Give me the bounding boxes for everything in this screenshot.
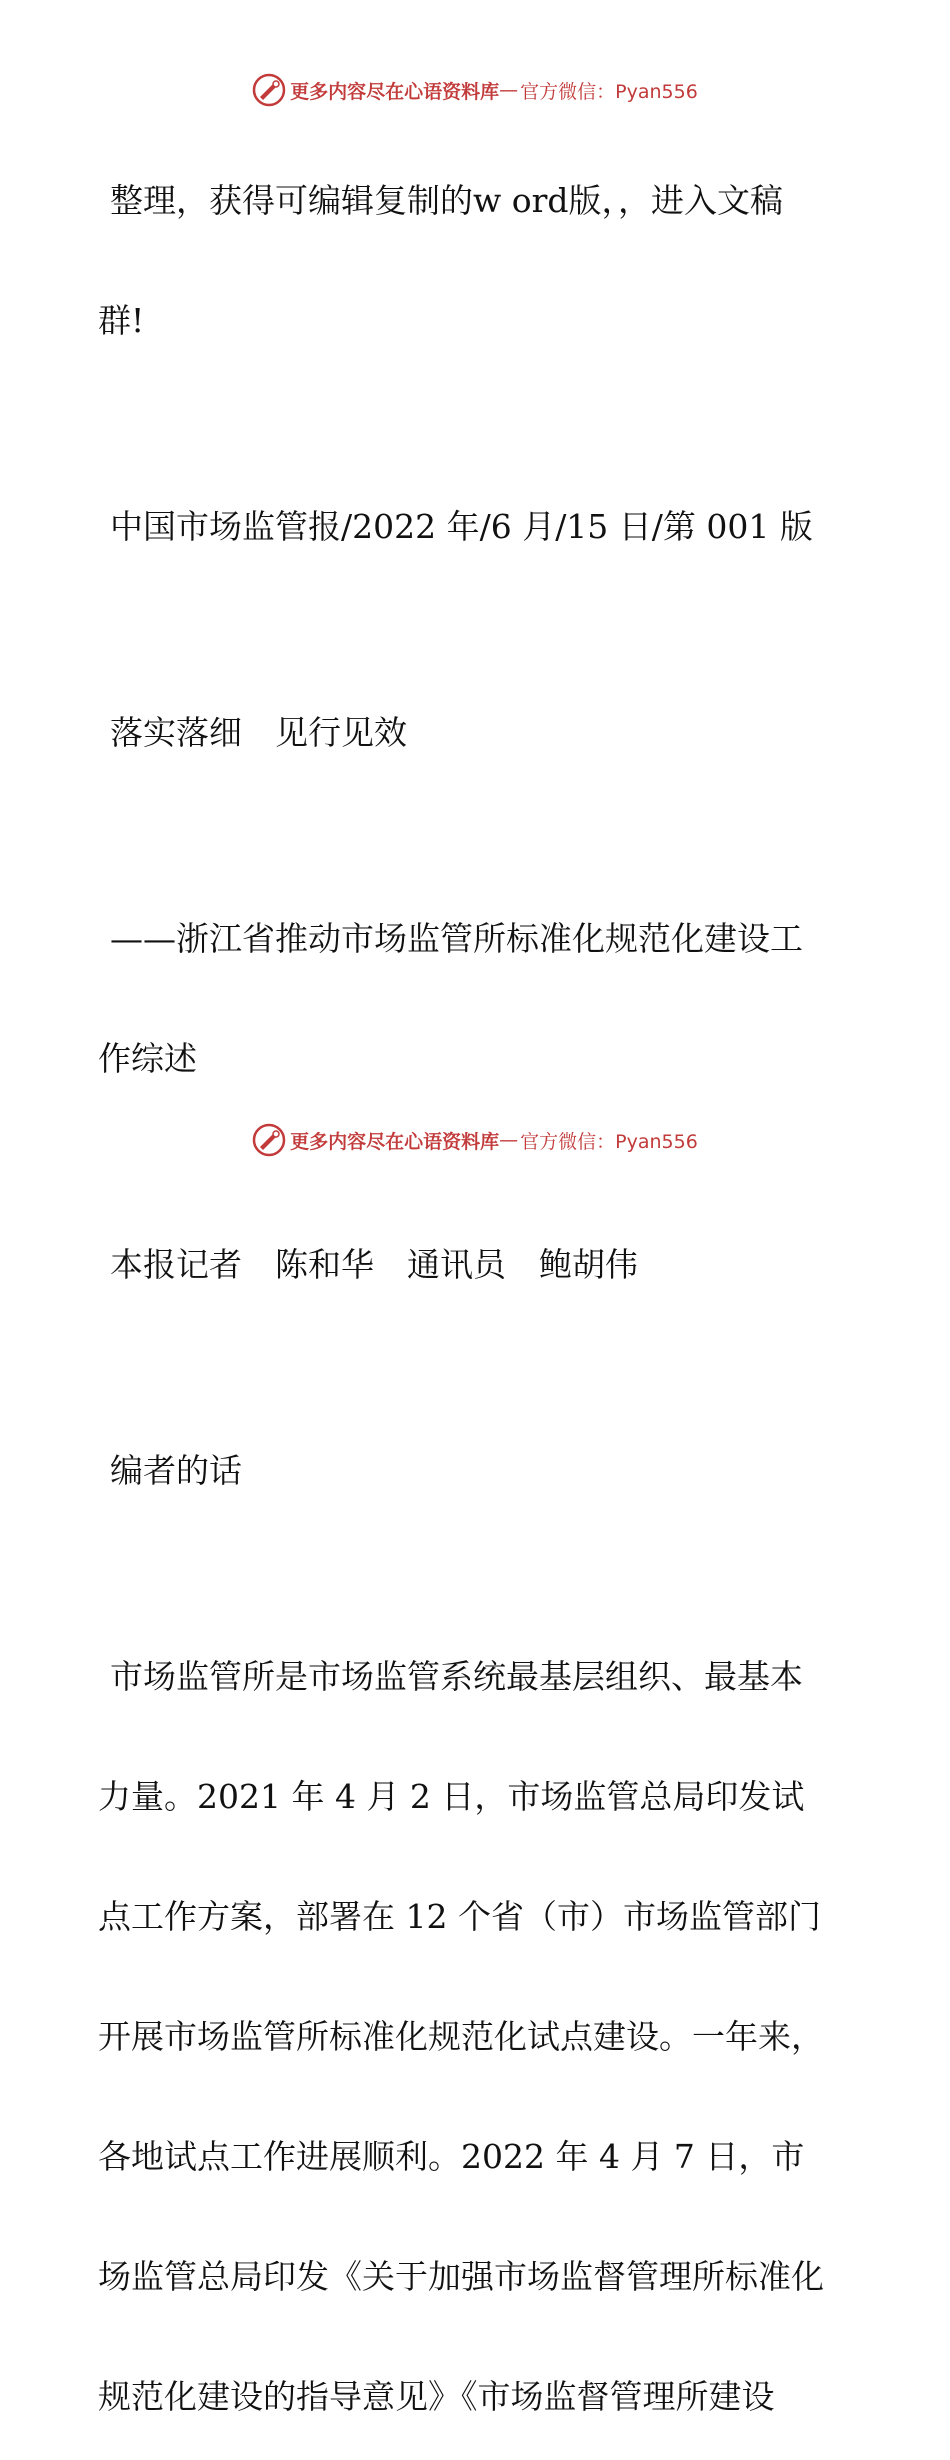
banner-wechat: 官方微信：Pyan556	[520, 80, 698, 103]
header-watermark-banner	[0, 70, 950, 110]
text-line: 市场监管所是市场监管系统最基层组织、最基本	[110, 1657, 803, 1696]
footer-watermark-banner	[0, 1120, 950, 1160]
subheadline-line: 作综述	[98, 1039, 197, 1078]
paragraph	[98, 1594, 858, 2460]
text-line: 规范化建设的指导意见》《市场监督管理所建设	[98, 2377, 775, 2416]
pen-logo-icon	[252, 73, 286, 107]
section-heading: 编者的话	[110, 1451, 242, 1490]
text-line: 力量。2021 年 4 月 2 日，市场监管总局印发试	[98, 1777, 805, 1816]
paragraph	[98, 1182, 858, 1348]
text-line: 群!	[98, 301, 145, 340]
text-line: 开展市场监管所标准化规范化试点建设。一年来，	[98, 2017, 824, 2056]
text-line: 场监管总局印发《关于加强市场监督管理所标准化	[98, 2257, 824, 2296]
banner-wechat: 官方微信：Pyan556	[520, 1130, 698, 1153]
source-line: 中国市场监管报/2022 年/6 月/15 日/第 001 版	[110, 507, 813, 546]
headline: 落实落细 见行见效	[110, 713, 407, 752]
document-body	[98, 118, 858, 2460]
paragraph	[98, 1388, 858, 1554]
pen-logo-icon	[252, 1123, 286, 1157]
paragraph	[98, 650, 858, 816]
banner-text: 更多内容尽在心语资料库	[290, 1130, 500, 1153]
paragraph	[98, 118, 858, 404]
paragraph	[98, 856, 858, 1142]
banner-dash: —	[499, 79, 519, 101]
byline: 本报记者 陈和华 通讯员 鲍胡伟	[110, 1245, 638, 1284]
text-line: 各地试点工作进展顺利。2022 年 4 月 7 日，市	[98, 2137, 805, 2176]
subheadline-line: ——浙江省推动市场监管所标准化规范化建设工	[110, 919, 803, 958]
text-line: 整理，获得可编辑复制的w ord版，，进入文稿	[110, 181, 784, 220]
text-line: 点工作方案，部署在 12 个省（市）市场监管部门	[98, 1897, 821, 1936]
banner-dash: —	[499, 1129, 519, 1151]
banner-text: 更多内容尽在心语资料库	[290, 80, 500, 103]
paragraph	[98, 444, 858, 610]
